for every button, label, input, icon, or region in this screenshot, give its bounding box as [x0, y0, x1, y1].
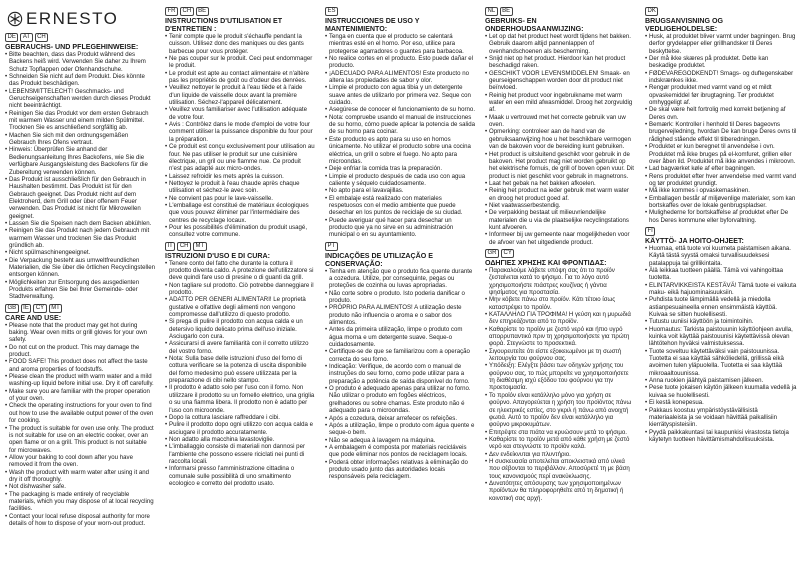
language-badge: CY — [501, 249, 514, 258]
instruction-item: • Ne convient pas pour le lave-vaisselle. — [165, 195, 315, 202]
language-badge: BE — [500, 7, 513, 16]
language-badges — [485, 7, 635, 16]
language-badge: FI — [645, 227, 655, 236]
instruction-item: • Η συσκευασία αποτελείται αποκλειστικά από υλικά που σέβονται το περιβάλλον. Αποσύρετέ τη με βάση τους κανονισμούς περί ανακύκλωσης. — [485, 458, 635, 480]
instruction-item: • Make sure you are familiar with the proper operation of your oven. — [5, 388, 155, 403]
instruction-item: • Informeer bij uw gemeente naar mogelijkheden voor de afvoer van het uitgediende product. — [485, 231, 635, 246]
instruction-item: • Husk, at produktet bliver varmt under bagningen. Brug derfor grydelapper eller grillhandsker til Deres beskyttelse. — [645, 33, 797, 55]
instruction-section — [325, 242, 475, 481]
instruction-item: • Pese tuote jokaisen käytön jälkeen kuumalla vedellä ja kuivaa se huolellisesti. — [645, 384, 797, 399]
instruction-item: • Não se adequa à lavagem na máquina. — [325, 437, 475, 444]
instruction-item: • Hinweis: Überprüfen Sie anhand der Bedienungsanleitung Ihres Backofens, wie Sie die verfügbare Ausgangsleistung des Backofens für die Zubereitung verwenden können. — [5, 146, 155, 175]
instruction-item: • Il prodotto è adatto solo per l'uso con il forno. Non utilizzare il prodotto su un fornello elettrico, una griglia o su una fiamma libera. Il prodotto non è adatto per l'uso con microonde. — [165, 384, 315, 413]
instruction-item: • Tenha em atenção que o produto fica quente durante a cozedura. Utilize, por consequinte, pegas ou proteções de cozinha ou luvas apropriadas. — [325, 268, 475, 290]
section-heading: ISTRUZIONI D'USO E DI CURA: — [165, 251, 270, 260]
language-badge: CH — [35, 33, 49, 42]
instruction-item: • Not dishwasher safe. — [5, 483, 155, 490]
language-badges — [645, 227, 797, 236]
instruction-item: • Tenga en cuenta que el producto se calentará mientras esté en el horno. Por eso, utilice para protegerse agarradores o guantes para barbacoa. — [325, 33, 475, 55]
instruction-item: • Allow your baking to cool down after you have removed it from the oven. — [5, 454, 155, 469]
instruction-item: • Huomautus: Tarkista paistouunin käyttöohjeen avulla, kuinka voit käyttää paistouunisi käytettävissä olevan lähtötehon hyväksi valmistuksessa. — [645, 326, 797, 348]
language-badge: CH — [180, 7, 194, 16]
instruction-item: • Dopo la cottura lasciare raffreddare i cibi. — [165, 414, 315, 421]
language-badges — [5, 33, 155, 42]
brand-logo — [7, 6, 155, 32]
instruction-item: • Το προϊόν είναι κατάλληλο μόνο για χρήση σε φούρνο. Απαγορεύεται η χρήση του προϊόντος πάνω σε ηλεκτρικές εστίες, στο γκριλ ή πάνω από ανοιχτή φωτιά. Αυτό το προϊόν δεν είναι κατάλληλο για φούρνο μικροκυμάτων. — [485, 392, 635, 429]
instruction-item: • Tenere conto del fatto che durante la cottura il prodotto diventa caldo. A protezione dell'utilizzatore si deve quindi fare uso di presine o di guanti da grill. — [165, 260, 315, 282]
instruction-item: • Καθαρίστε το προϊόν μετά από κάθε χρήση με ζεστό νερό και στεγνώστε το προϊόν καλά. — [485, 436, 635, 451]
language-badge: AT — [20, 33, 32, 42]
section-heading: BRUGSANVISNING OG VEDLIGEHOLDELSE: — [645, 17, 724, 33]
instruction-item: • Non adatto alla macchina lavastoviglie. — [165, 436, 315, 443]
instruction-item: • Maak u vertrouwd met het correcte gebruik van uw oven. — [485, 114, 635, 129]
instruction-item: • Lassen Sie die Speisen nach dem Backen abkühlen. — [5, 220, 155, 227]
instruction-item: • Assicurarsi di avere familiarità con il corretto utilizzo del vostro forno. — [165, 340, 315, 355]
instruction-item: • Emballagen består af miljøvenlige materialer, som kan bortskaffes over de lokale genbrugspladser. — [645, 195, 797, 210]
instruction-section — [165, 242, 315, 488]
instruction-item: • Der må ikke skæres på produktet. Dette kan beskadige produktet. — [645, 55, 797, 70]
instruction-item: • Le produit est apte au contact alimentaire et n'altère pas les propriétés de goût ou d'odeur des denrées. — [165, 70, 315, 85]
instruction-section — [645, 227, 797, 443]
instruction-item: • A embalagem é composta por materiais recicláveis que pode eliminar nos pontos de reciclagem locais. — [325, 444, 475, 459]
instruction-item: • De verpakking bestaat uit milieuvriendelijke materialen die u via de plaatselijke recyclingstations kunt afvoeren. — [485, 209, 635, 231]
language-badge: GB — [5, 304, 19, 313]
instruction-item: • ΚΑΤΑΛΛΗΛΟ ΓΙΑ ΤΡΟΦΙΜΑ! Η γεύση και η μυρωδιά δεν επηρεάζονται από το προϊόν. — [485, 311, 635, 326]
instruction-item: • Ei kestä konepesua. — [645, 399, 797, 406]
language-badges — [5, 304, 155, 313]
instruction-item: • Asegúrese de conocer el funcionamiento de su horno. — [325, 106, 475, 113]
instruction-item: • GESCHIKT VOOR LEVENSMIDDELEN! Smaak- en geurseigenschappen worden door dit product niet beïnvloed. — [485, 70, 635, 92]
instruction-item: • Snijd niet op het product. Hierdoor kan het product beschadigd raken. — [485, 55, 635, 70]
instruction-item: • Rens produktet efter hver anvendelse med varmt vand og tør produktet grundigt. — [645, 173, 797, 188]
instruction-item: • Nettoyez le produit à l'eau chaude après chaque utilisation et séchez-le avec soin. — [165, 180, 315, 195]
instruction-item: • Bitte beachten, dass das Produkt während des Backens heiß wird. Verwenden Sie daher zu Ihrem Schutz Topflappen oder Ofenhandschuhe. — [5, 51, 155, 73]
instruction-item: • Contact your local refuse disposal authority for more details of how to dispose of your worn-out product. — [5, 513, 155, 528]
instruction-item: • Limpie el producto con agua tibia y un detergente suave antes de utilizarlo por primera vez. Seque con cuidado. — [325, 84, 475, 106]
language-badges — [325, 242, 475, 251]
instruction-item: • Må ikke kommes i opvaskemaskinen. — [645, 187, 797, 194]
instruction-item: • Nicht spülmaschinengeeignet. — [5, 249, 155, 256]
instruction-item: • No apto para el lavavajillas. — [325, 187, 475, 194]
instruction-item: • Pulire il prodotto dopo ogni utilizzo con acqua calda e asciugare il prodotto accuratamente. — [165, 421, 315, 436]
instruction-item: • El embalaje está realizado con materiales respetuosos con el medio ambiente que puede desechar en los puntos de reciclaje de su ciudad. — [325, 195, 475, 217]
instruction-item: • Μην κόβετε πάνω στο προϊόν. Κάτι τέτοιο ίσως καταστρέψει το προϊόν. — [485, 296, 635, 311]
instruction-item: • Produktet er kun beregnet til anvendelse i ovn. Produktet må ikke bruges på el-komfuret, grillen eller over åben ild. Produktet må ikke anvendes i mikroovn. — [645, 143, 797, 165]
language-badge: CY — [33, 304, 46, 313]
instruction-item: • Nota: Sulla base delle istruzioni d'uso del forno di cottura verificare se la potenza di uscita disponibile del forno medesimo può essere utilizzata per la preparazione di cibi nello stampo. — [165, 355, 315, 384]
instruction-item: • Si prega di pulire il prodotto con acqua calda e un detersivo liquido delicato prima dell'uso iniziale. Asciugarlo con cura. — [165, 318, 315, 340]
instruction-item: • Let op dat het product heet wordt tijdens het bakken. Gebruik daarom altijd pannenlappen of ovenhandschoenen als bescherming. — [485, 33, 635, 55]
instruction-item: • Laat het gebak na het bakken afkoelen. — [485, 180, 635, 187]
instruction-item: • Após a utilização, limpe o produto com água quente e seque-o bem. — [325, 422, 475, 437]
instruction-item: • Καθαρίστε το προϊόν με ζεστό νερό και ήπιο υγρό απορρυπαντικό πριν τη χρησιμοποιήσετε για πρώτη φορά. Στεγνώστε το προσεκτικά. — [485, 326, 635, 348]
instruction-section — [645, 7, 797, 224]
language-badge: IT — [165, 242, 175, 251]
section-heading: KÄYTTÖ- JA HOITO-OHJEET: — [645, 236, 744, 245]
instruction-item: • Huomaa, että tuote voi kuumeta paistamisen aikana. Käytä tästä syystä omaksi turvallisuudeksesi patalappuja tai grillikintaita. — [645, 245, 797, 267]
instruction-item: • L'emballage est constitué de matériaux écologiques que vous pouvez éliminer par l'intermédiaire des centres de recyclage locaux. — [165, 202, 315, 224]
instruction-item: • The packaging is made entirely of recyclable materials, which you may dispose of at local recycling facilities. — [5, 491, 155, 513]
instruction-item: • Niet vaatwasserbestendig. — [485, 202, 635, 209]
language-badge: IE — [21, 304, 32, 313]
instruction-item: • Επιτρέψτε στα πιάτα να κρυώσουν μετά το ψήσιμο. — [485, 429, 635, 436]
instruction-item: • Machen Sie sich mit den ordnungsgemäßen Gebrauch Ihres Ofens vertraut. — [5, 132, 155, 147]
language-badge: DE — [5, 33, 18, 42]
instruction-section — [485, 249, 635, 502]
instruction-item: • Reinigen Sie das Produkt nach jedem Gebrauch mit warmem Wasser und trocknen Sie das Produkt gründlich ab. — [5, 227, 155, 249]
instruction-item: • Lad bagværket køle af efter bagningen. — [645, 165, 797, 172]
instruction-item: • Schneiden Sie nicht auf dem Produkt. Dies könnte das Produkt beschädigen. — [5, 73, 155, 88]
instruction-item: • Check the operating instructions for your oven to find out how to use the available output power of the oven for cooking. — [5, 402, 155, 424]
instruction-section — [485, 7, 635, 246]
instruction-item: • Indicação: Verifique, de acordo com o manual de instruções do seu forno, como pode utilizar para a preparação a potência de saída disponível do forno. — [325, 363, 475, 385]
instruction-item: • PRÓPRIO PARA ALIMENTOS! A utilização deste produto não influencia o aroma e o sabor dos alimentos. — [325, 304, 475, 326]
language-badge: MT — [193, 242, 207, 251]
column-nl-gr — [485, 6, 635, 505]
column-dk-fi — [645, 6, 797, 446]
language-badges — [645, 7, 797, 16]
instruction-item: • FOOD SAFE! This product does not affect the taste and aroma properties of foodstuffs. — [5, 358, 155, 373]
instruction-item: • Poderá obter informações relativas à eliminação do produto usado junto das autoridades locais responsáveis pela reciclagem. — [325, 459, 475, 481]
instruction-item: • Υπόδειξη: Ελέγξτε βάσει των οδηγιών χρήσης του φούρνου σας, το πώς μπορείτε να χρησιμοποιήσετε τη διαθέσιμη ισχύ εξόδου του φούρνου για την προετοιμασία. — [485, 362, 635, 391]
instruction-item: • Das Produkt ist ausschließlich für den Gebrauch in Haushalten bestimmt. Das Produkt ist für den Gebrauch geeignet. Das Produkt nicht auf dem Elektroherd, dem Grill oder über offenem Feuer verwenden. Das Produkt ist nicht für Mikrowellen geeignet. — [5, 176, 155, 220]
instruction-item: • Este producto es apto para su uso en hornos únicamente. No utilizar el producto sobre una cocina eléctrica, un grill o sobre el fuego. No apto para microondas. — [325, 136, 475, 165]
instruction-item: • Limpie el producto después de cada uso con agua caliente y séquelo cuidadosamente. — [325, 173, 475, 188]
instruction-item: • Pyydä paikkakuntasi tai kaupunkisi virastosta tietoja käytetyn tuotteen hävittämismahdollisuuksista. — [645, 429, 797, 444]
language-badge: PT — [325, 242, 338, 251]
instruction-item: • ADATTO PER GENERI ALIMENTARI! Le proprietà gustative e olfattive degli alimenti non vengono compromesse dall'utilizzo di questo prodotto. — [165, 296, 315, 318]
instruction-item: • Please note that the product may get hot during baking. Wear oven mitts or grill gloves for your own safety. — [5, 322, 155, 344]
instruction-item: • Ne pas couper sur le produit. Ceci peut endommager le produit. — [165, 55, 315, 70]
instruction-item: • FØDEVAREGODKENDT! Smags- og duftegenskaber indskrænkes ikke. — [645, 70, 797, 85]
section-heading: GEBRUIKS- EN ONDERHOUDSAANWIJZING: — [485, 17, 584, 33]
instruction-item: • Veuillez nettoyer le produit à l'eau tiède et à l'aide d'un liquide de vaisselle doux avant la première utilisation. Séchez-l'appareil délicatement. — [165, 84, 315, 106]
instruction-item: • Puhdista tuote lämpimällä vedellä ja miedolla astianpesuaineella ennen ensimmäistä käyttöä. Kuivaa se sitten huolellisesti. — [645, 296, 797, 318]
instruction-item: • Please clean the product with warm water and a mild washing-up liquid before initial use. Dry it off carefully. — [5, 373, 155, 388]
instruction-item: • Tuote soveltuu käytettäväksi vain paistouunissa. Tuotetta ei saa käyttää sähköliedellä, grillissä eikä avoimen tulen yläpuolella. Tuotetta ei saa käyttää mikroaaltouunissa. — [645, 348, 797, 377]
instruction-item: • Do not cut on the product. This may damage the product. — [5, 344, 155, 359]
language-badge: MT — [49, 304, 63, 313]
instruction-item: • Die Verpackung besteht aus umweltfreundlichen Materialien, die Sie über die örtlichen Recyclingstellen entsorgen können. — [5, 257, 155, 279]
instruction-item: • Veuillez vous familiariser avec l'utilisation adéquate de votre four. — [165, 106, 315, 121]
instruction-item: • Avis : Contrôlez dans le mode d'emploi de votre four comment utiliser la puissance disponible du four pour la préparation. — [165, 121, 315, 143]
instruction-item: • Non tagliare sul prodotto. Ciò potrebbe danneggiare il prodotto. — [165, 282, 315, 297]
section-heading: INSTRUCTIONS D'UTILISATION ET D'ENTRETIEN : — [165, 17, 283, 33]
instruction-item: • Informarsi presso l'amministrazione cittadina o comunale sulle possibilità di uno smaltimento ecologico e corretto del prodotto usato. — [165, 465, 315, 487]
instruction-item: • Ce produit est conçu exclusivement pour utilisation au four. Ne pas utiliser le produit sur une cuisinière électrique, un gril ou une flamme nue. Ce produit n'est pas adapté aux micro-ondes. — [165, 143, 315, 172]
instruction-item: • Δεν ενδείκνυται για πλυντήριο. — [485, 451, 635, 458]
column-es-pt — [325, 6, 475, 484]
instruction-item: • Puede averiguar qué hacer para desechar un producto que ya no sirve en su administración municipal o en su ayuntamiento. — [325, 217, 475, 239]
instruction-item: • Reinig het product voor ingebruikname met warm water en een mild afwasmiddel. Droog het zorgvuldig af. — [485, 92, 635, 114]
instruction-item: • Rengør produktet med varmt vand og et mildt opvaskemiddel før ibrugtagning. Tør produktet omhyggeligt af. — [645, 84, 797, 106]
language-badge: DK — [645, 7, 658, 16]
instruction-item: • Antes da primeira utilização, limpe o produto com água morna e um detergente suave. Seque-o cuidadosamente. — [325, 326, 475, 348]
instruction-item: • Pakkaus koostuu ympäristöystävällisistä materiaaleista ja se voidaan hävittää paikallisiin kierrätyspisteisiin. — [645, 407, 797, 429]
instruction-item: • No realice cortes en el producto. Esto puede dañar el producto. — [325, 55, 475, 70]
language-badges — [165, 242, 315, 251]
instruction-section — [5, 33, 155, 301]
instruction-item: • L'imballaggio consiste di materiali non dannosi per l'ambiente che possono essere riciclati nei punti di raccolta locali. — [165, 443, 315, 465]
instruction-item: • Älä leikkaa tuotteen päällä. Tämä voi vahingoittaa tuotetta. — [645, 267, 797, 282]
instruction-item: • ¡ADECUADO PARA ALIMENTOS! Este producto no altera las propiedades de sabor y olor. — [325, 70, 475, 85]
language-badge: GR — [485, 249, 499, 258]
language-badge: BE — [196, 7, 209, 16]
instruction-item: • De skal være helt fortrolig med korrekt betjening af Deres ovn. — [645, 106, 797, 121]
section-heading: ΟΔΗΓΙΕΣ ΧΡΗΣΗΣ ΚΑΙ ΦΡΟΝΤΙΔΑΣ: — [485, 258, 607, 267]
instruction-item: • Möglichkeiten zur Entsorgung des ausgedienten Produkts erfahren Sie bei Ihrer Gemeinde- oder Stadtverwaltung. — [5, 279, 155, 301]
instruction-section — [5, 304, 155, 528]
column-de-gb — [5, 6, 155, 530]
instruction-item: • O produto é adequado apenas para utilizar no forno. Não utilizar o produto em fogões eléctricos, grelhadores ou sobre chamas. Este produto não é adequado para o microondas. — [325, 385, 475, 414]
instruction-item: • Tutustu uuniisi käyttöön ja toimintoihin. — [645, 318, 797, 325]
instruction-section — [325, 7, 475, 239]
instruction-item: • Mulighederne for bortskaffelse af produktet efter De hos Deres kommune eller byforvaltning. — [645, 209, 797, 224]
language-badges — [165, 7, 315, 16]
instruction-item: • Anna ruokien jäähtyä paistamisen jälkeen. — [645, 377, 797, 384]
instruction-item: • The product is suitable for oven use only. The product is not suitable for use on an electric cooker, over an open flame or on a grill. This product is not suitable for microwaves. — [5, 425, 155, 454]
language-badge: ES — [325, 7, 338, 16]
instruction-item: • Laissez refroidir les mets après la cuisson. — [165, 173, 315, 180]
instruction-item: • Σιγουρευτείτε ότι είστε εξοικειωμένοι με τη σωστή λειτουργία του φούρνου σας. — [485, 348, 635, 363]
instruction-item: • Após a cozedura, deixar arrefecer os refeições. — [325, 415, 475, 422]
instruction-item: • Nota: compruebe usando el manual de instrucciones de su horno, cómo puede aplicar la potencia de salida de su horno para cocinar. — [325, 114, 475, 136]
language-badge: NL — [485, 7, 498, 16]
instruction-item: • Δυνατότητες απόσυρσης των χρησιμοποιημένων προϊόντων θα πληροφορηθείτε από τη δημοτική ή κοινοτική σας αρχή. — [485, 480, 635, 502]
instruction-item: • Certifique-se de que se familiarizou com a operação correcta do seu forno. — [325, 348, 475, 363]
instruction-item: • Het product is uitsluitend geschikt voor gebruik in de bakoven. Het product mag niet worden gebruikt op het elektrische fornuis, de grill of boven open vuur. Dit product is niet geschikt voor gebruik in magnetrons. — [485, 151, 635, 180]
instruction-item: • ELINTARVIKKEISTA KESTÄVÄ! Tämä tuote ei vaikuta maku- eikä hajuominaisuuksiin. — [645, 282, 797, 297]
instruction-item: • Não corte sobre o produto. Isto poderia danificar o produto. — [325, 290, 475, 305]
instruction-section — [165, 7, 315, 239]
section-heading: INSTRUCCIONES DE USO Y MANTENIMIENTO: — [325, 17, 420, 33]
language-badges — [485, 249, 635, 258]
instruction-item: • Pour les possibilités d'élimination du produit usagé, consultez votre commune. — [165, 224, 315, 239]
instruction-item: • Reinigen Sie das Produkt vor dem ersten Gebrauch mit warmem Wasser und einem milden Spülmittel. Trocknen Sie es anschließend sorgfältig ab. — [5, 110, 155, 132]
instruction-item: • Deje enfriar la comida tras la preparación. — [325, 165, 475, 172]
instruction-item: • Bemærk: Kontroller i henhold til Deres bageovns brugervejledning, hvordan De kan bruge Deres ovns til rådighed stående effekt til tilberedningen. — [645, 121, 797, 143]
section-heading: GEBRAUCHS- UND PFLEGEHINWEISE: — [5, 43, 139, 51]
section-heading: CARE AND USE: — [5, 313, 62, 322]
instruction-item: • Παρακαλούμε λάβετε υπόψη σας ότι το προϊόν ζεσταίνεται κατά το ψήσιμο. Για το λόγο αυτό χρησιμοποιήστε πιάστρες κουζίνας ή γάντια ψησίματος για προστασία. — [485, 267, 635, 296]
brand-name: ERNESTO — [26, 9, 119, 28]
section-heading: INDICAÇÕES DE UTILIZAÇÃO E CONSERVAÇÃO: — [325, 251, 433, 268]
instruction-item: • Opmerking: controleer aan de hand van de gebruiksaanwijzing hoe u het beschikbare vermogen van de bakoven voor de bereiding kunt gebruiken. — [485, 128, 635, 150]
instruction-item: • Wash the product with warm water after using it and dry it off thoroughly. — [5, 469, 155, 484]
column-fr-it — [165, 6, 315, 490]
instruction-item: • LEBENSMITTELECHT! Geschmacks- und Geruchseigenschaften werden durch dieses Produkt nicht beeinträchtigt. — [5, 88, 155, 110]
snowflake-logo-icon — [7, 11, 23, 27]
language-badges — [325, 7, 475, 16]
language-badge: FR — [165, 7, 178, 16]
language-badge: CH — [177, 242, 191, 251]
instruction-item: • Tenir compte que le produit s'échauffe pendant la cuisson. Utilisez donc des maniques ou des gants barbecue pour vous protéger. — [165, 33, 315, 55]
instruction-item: • Reinig het product na ieder gebruik met warm water en droog het product goed af. — [485, 187, 635, 202]
